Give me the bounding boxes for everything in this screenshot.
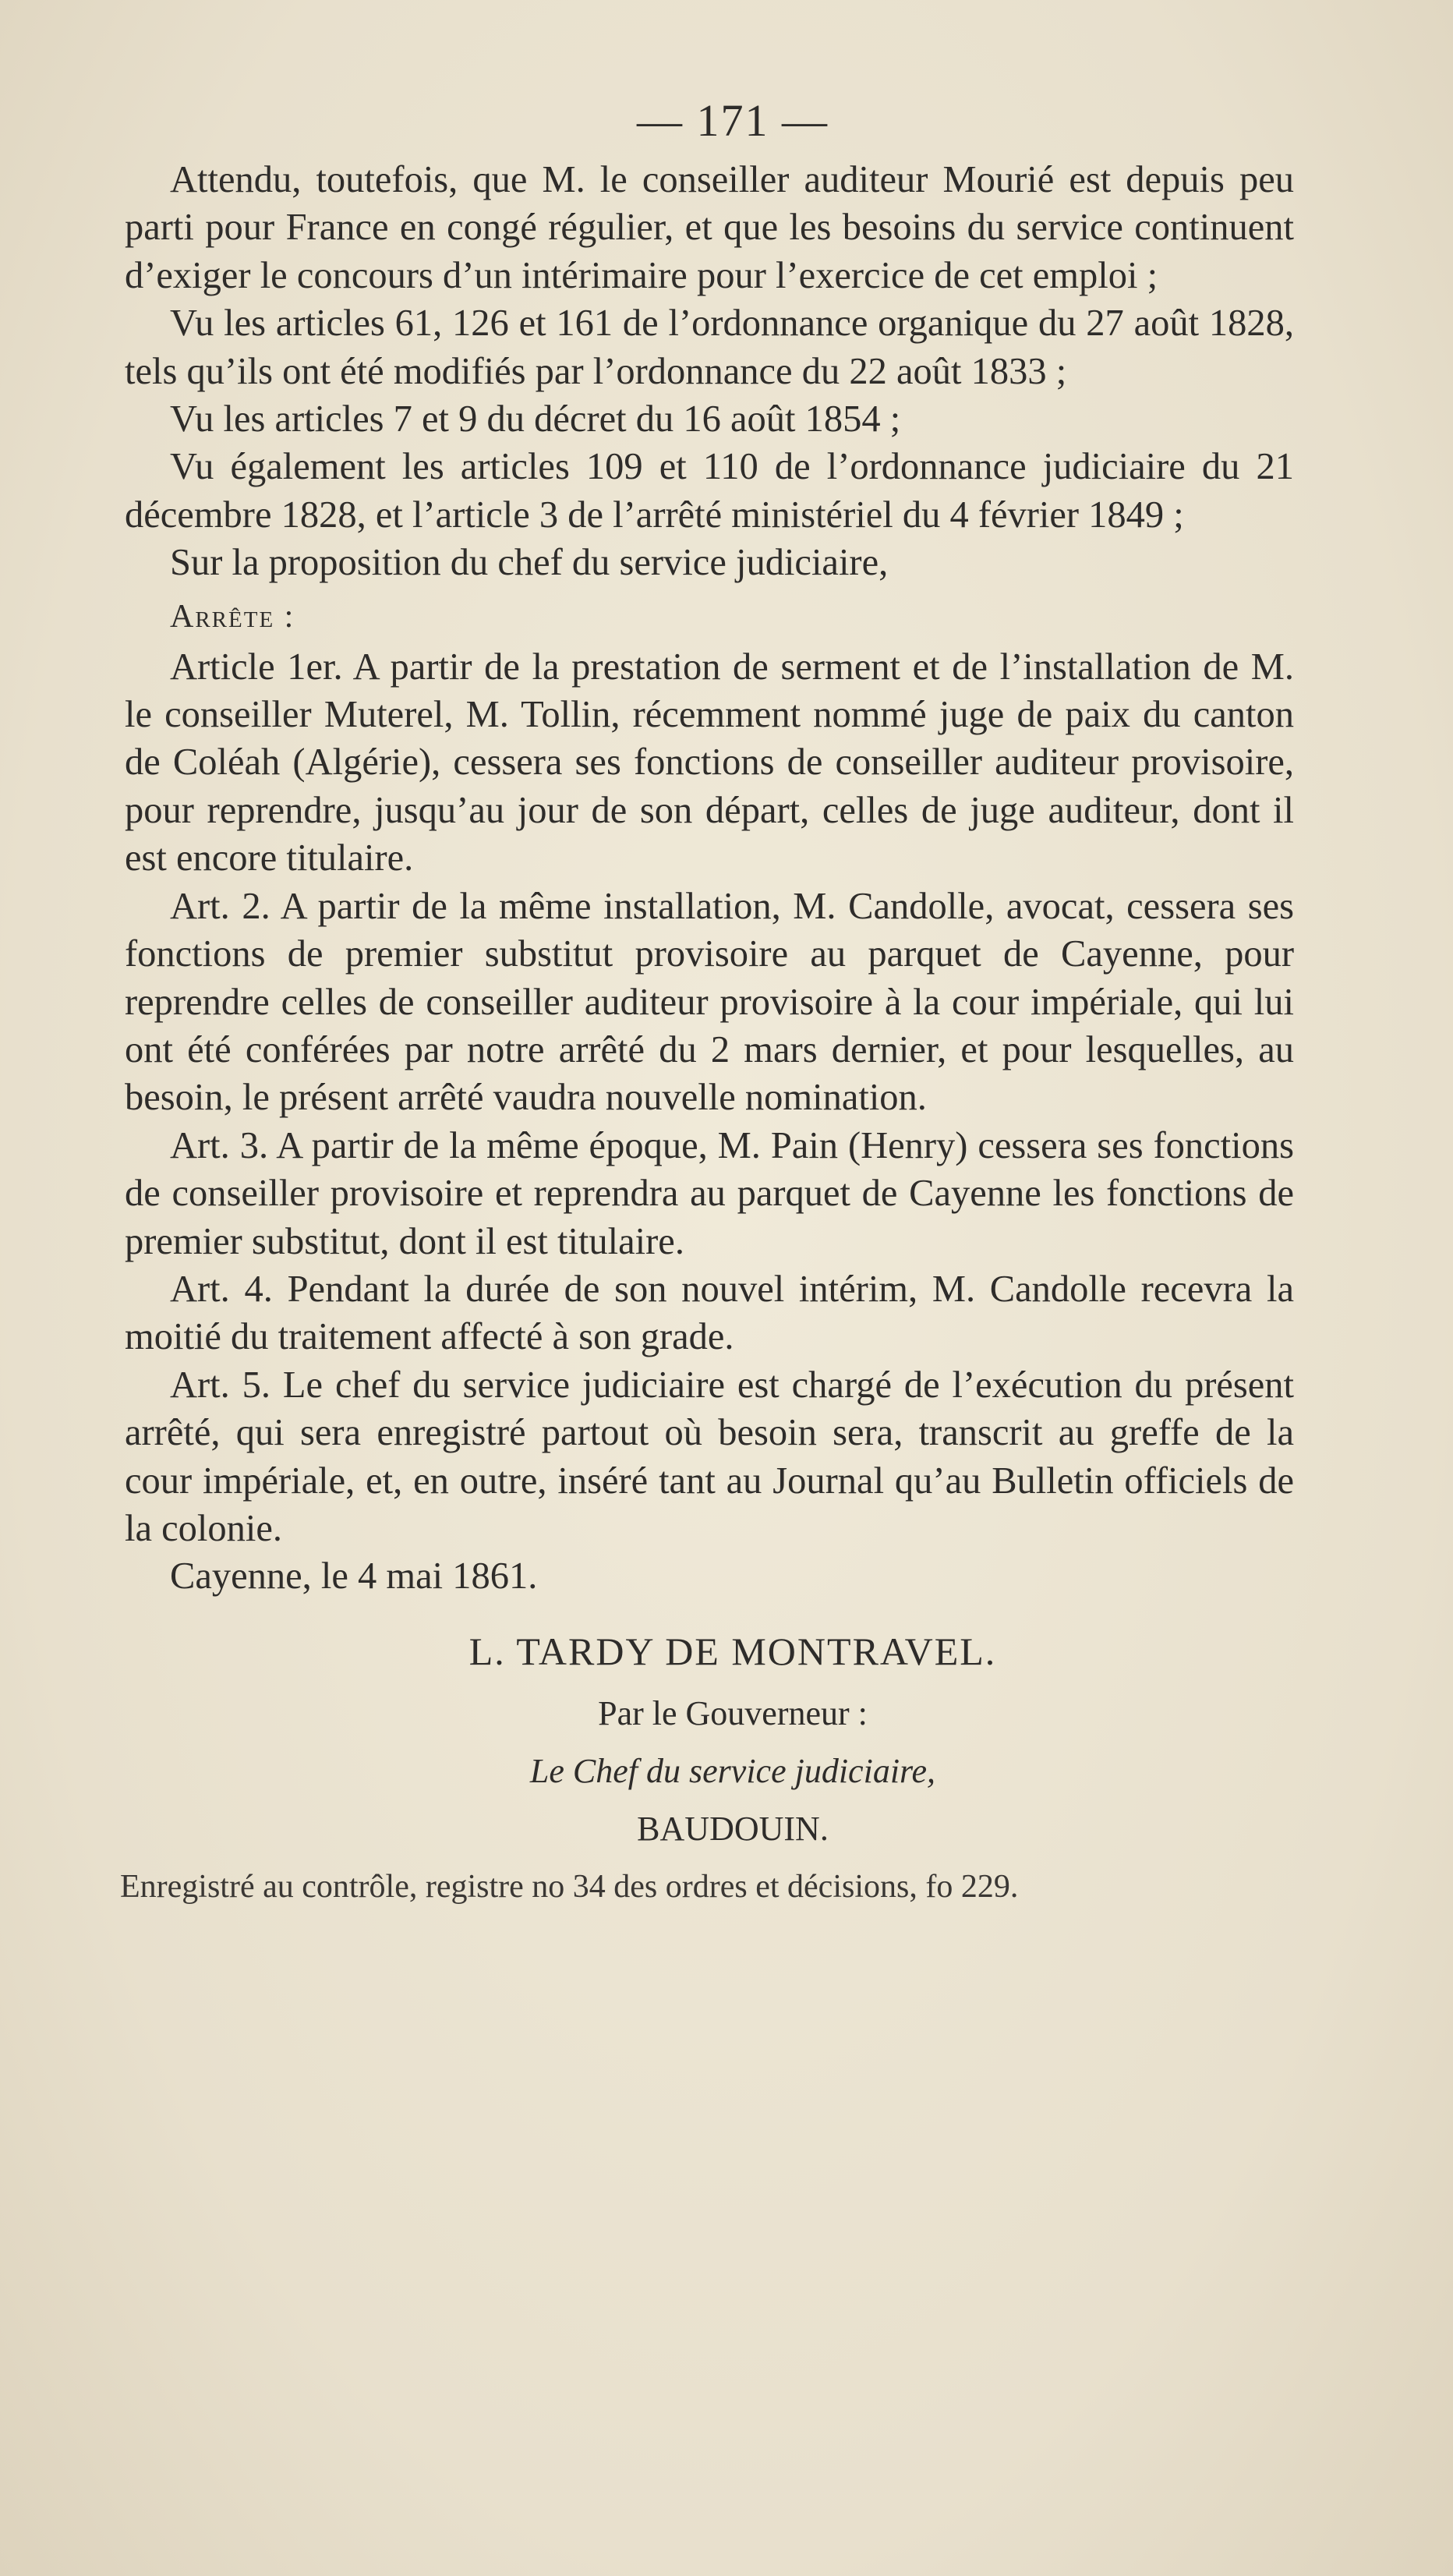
article-1: Article 1er. A partir de la prestation de serment et de l’installation de M. le conseiller Muterel, M. Tollin, récemment nommé juge de paix du canton de Coléah (Algérie), cessera ses fonctions de conseiller auditeur provisoire, pour reprendre, jusqu’au jour de son départ, celles de juge auditeur, dont il est encore titulaire.	[125, 646, 1294, 879]
registration-note: Enregistré au contrôle, registre no 34 des ordres et décisions, fo 229.	[120, 1868, 1019, 1905]
chief-name: BAUDOUIN.	[637, 1809, 829, 1848]
paragraph-vu-decret: Vu les articles 7 et 9 du décret du 16 août 1854 ;	[170, 398, 901, 441]
date-place: Cayenne, le 4 mai 1861.	[170, 1555, 538, 1598]
paragraph-vu-ordonnance-organique: Vu les articles 61, 126 et 161 de l’ordonnance organique du 27 août 1828, tels qu’ils ont été modifiés par l’ordonnance du 22 août 1833 ;	[125, 303, 1294, 392]
article-5: Art. 5. Le chef du service judiciaire est chargé de l’exécution du présent arrêté, qui sera enregistré partout où besoin sera, transcrit au greffe de la cour impériale, et, en outre, inséré tant au Journal qu’au Bulletin officiels de la colonie.	[125, 1364, 1294, 1549]
arrete-heading: Arrête :	[170, 598, 295, 635]
chief-title: Le Chef du service judiciaire,	[529, 1751, 936, 1790]
text-column	[120, 86, 1294, 1916]
paragraph-attendu: Attendu, toutefois, que M. le conseiller auditeur Mourié est depuis peu parti pour France en congé régulier, et que les besoins du service continuent d’exiger le concours d’un intérimaire pour l’exercice de cet emploi ;	[125, 159, 1294, 296]
paragraph-proposition: Sur la proposition du chef du service judiciaire,	[170, 542, 889, 584]
governor-signature: L. TARDY DE MONTRAVEL.	[468, 1629, 997, 1673]
page-number: — 171 —	[637, 95, 829, 146]
article-3: Art. 3. A partir de la même époque, M. Pain (Henry) cessera ses fonctions de conseiller provisoire et reprendra au parquet de Cayenne les fonctions de premier substitut, dont il est titulaire.	[125, 1124, 1294, 1262]
paragraph-vu-ordonnance-judiciaire: Vu également les articles 109 et 110 de l’ordonnance judiciaire du 21 décembre 1828, et l’article 3 de l’arrêté ministériel du 4 février 1849 ;	[125, 446, 1294, 536]
by-governor-line: Par le Gouverneur :	[598, 1693, 868, 1732]
article-2: Art. 2. A partir de la même installation, M. Candolle, avocat, cessera ses fonctions de premier substitut provisoire au parquet de Cayenne, pour reprendre celles de conseiller auditeur provisoire à la cour impériale, qui lui ont été conférées par notre arrêté du 2 mars dernier, et pour lesquelles, au besoin, le présent arrêté vaudra nouvelle nomination.	[125, 885, 1294, 1119]
article-4: Art. 4. Pendant la durée de son nouvel intérim, M. Candolle recevra la moitié du traitement affecté à son grade.	[125, 1268, 1294, 1358]
